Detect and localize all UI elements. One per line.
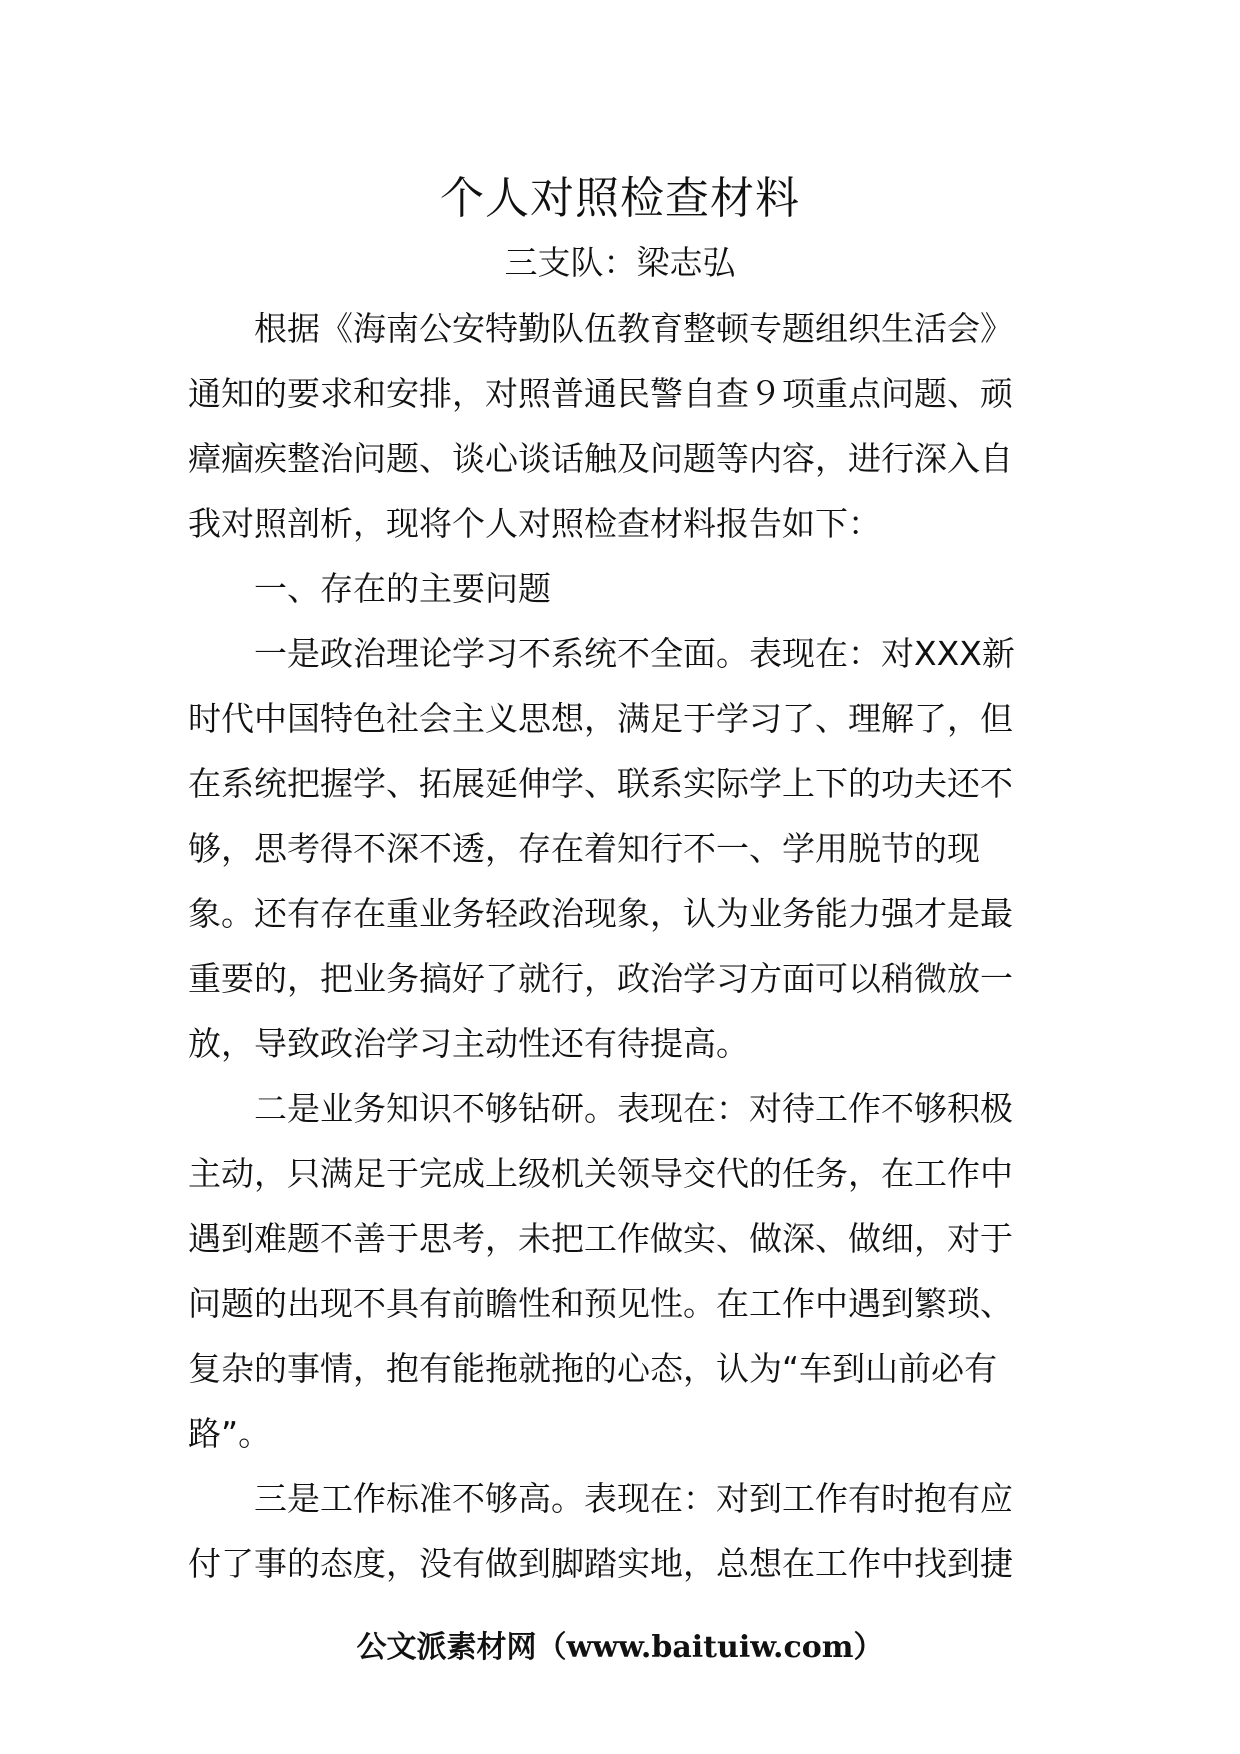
footer-watermark: 公文派素材网（www.baituiw.com）	[356, 1630, 884, 1665]
paragraph-issue-3: 三是工作标准不够高。表现在：对到工作有时抱有应付了事的态度，没有做到脚踏实地，总想在工作中找到捷	[188, 1479, 1013, 1583]
paragraph-intro: 根据《海南公安特勤队伍教育整顿专题组织生活会》通知的要求和安排，对照普通民警自查９项重点问题、顽瘴痼疾整治问题、谈心谈话触及问题等内容，进行深入自我对照剖析，现将个人对照检查材料报告如下：	[188, 309, 1013, 543]
paragraph-issue-1: 一是政治理论学习不系统不全面。表现在：对XXX新时代中国特色社会主义思想，满足于学习了、理解了，但在系统把握学、拓展延伸学、联系实际学上下的功夫还不够，思考得不深不透，存在着知行不一、学用脱节的现象。还有存在重业务轻政治现象，认为业务能力强才是最重要的，把业务搞好了就行，政治学习方面可以稍微放一放，导致政治学习主动性还有待提高。	[188, 634, 1015, 1063]
document-body	[188, 296, 1044, 1596]
document-author: 三支队：梁志弘	[504, 243, 736, 282]
section-heading: 一、存在的主要问题	[254, 569, 551, 608]
document-title: 个人对照检查材料	[440, 173, 800, 224]
paragraph-issue-2: 二是业务知识不够钻研。表现在：对待工作不够积极主动，只满足于完成上级机关领导交代的任务，在工作中遇到难题不善于思考，未把工作做实、做深、做细，对于问题的出现不具有前瞻性和预见性。在工作中遇到繁琐、复杂的事情，抱有能拖就拖的心态，认为“车到山前必有路”。	[188, 1089, 1013, 1453]
